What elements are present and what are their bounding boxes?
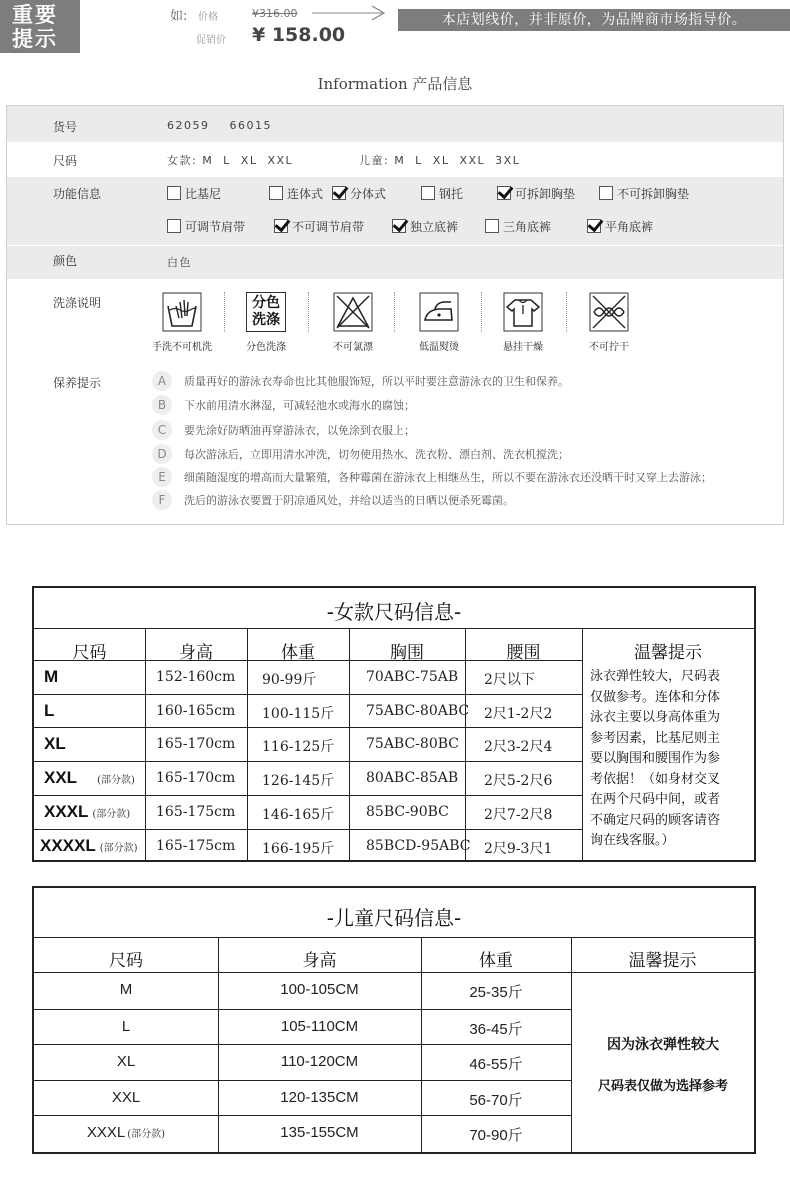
hand-wash-label: 手洗不可机洗 xyxy=(152,342,212,353)
women-size-note: (部分款) xyxy=(97,775,135,786)
table-line xyxy=(34,628,754,629)
women-size-note: (部分款) xyxy=(92,809,131,820)
women-size-cell xyxy=(44,802,130,822)
kids-size-cell xyxy=(34,1053,218,1070)
table-line xyxy=(34,1009,571,1010)
women-size-value: XXL xyxy=(44,768,78,787)
color-separate-icon-line-2: 洗涤 xyxy=(252,312,280,328)
table-line xyxy=(34,694,582,695)
table-line xyxy=(34,1080,571,1081)
item-no-label: 货号 xyxy=(53,120,78,134)
promo-price: ¥ 158.00 xyxy=(252,24,346,46)
kids-size-value: M xyxy=(119,981,133,998)
checkbox-checked-icon xyxy=(497,186,511,200)
checkbox-empty-icon xyxy=(167,219,181,233)
women-size-cell xyxy=(44,667,58,687)
kids-height-cell: 135-155CM xyxy=(280,1124,359,1141)
col-header-size: 尺码 xyxy=(72,643,107,663)
women-tip-line: 询在线客服。） xyxy=(590,833,675,848)
women-height-cell: 160-165cm xyxy=(156,703,236,719)
women-table-title: -女款尺码信息- xyxy=(326,600,462,624)
size-kids: 儿童: M L XL XXL 3XL xyxy=(359,154,521,167)
care-text: 要先涂好防晒油再穿游泳衣，以免涂到衣服上； xyxy=(184,424,415,437)
no-wring-icon xyxy=(589,292,629,332)
care-letter-badge: C xyxy=(152,420,172,440)
info-row-size xyxy=(7,142,783,177)
hand-wash-icon xyxy=(162,292,202,332)
no-wring-label: 不可拧干 xyxy=(589,342,629,353)
function-option[interactable] xyxy=(392,218,458,235)
checkbox-checked-icon xyxy=(332,186,346,200)
women-size-value: XL xyxy=(44,734,66,753)
women-tip-line: 仅做参考。连体和分体 xyxy=(590,689,721,705)
women-weight-cell: 90-99斤 xyxy=(262,672,317,688)
women-size-cell xyxy=(44,768,135,788)
kids-tip-line-1: 因为泳衣弹性较大 xyxy=(607,1037,719,1053)
hang-dry-label: 悬挂干燥 xyxy=(503,342,543,353)
function-option-label: 连体式 xyxy=(287,187,324,201)
hang-dry-icon xyxy=(503,292,543,332)
section-title: Information 产品信息 xyxy=(317,75,473,93)
table-line xyxy=(34,761,582,762)
women-size-value: XXXXL xyxy=(40,836,96,855)
care-text: 洗后的游泳衣要置于阴凉通风处，并给以适当的日晒以便杀死霉菌。 xyxy=(184,494,514,507)
size-women: 女款: M L XL XXL xyxy=(167,154,294,167)
kids-size-value: L xyxy=(121,1018,131,1035)
color-separate-icon-line-1: 分色 xyxy=(252,295,280,311)
badge-line-1: 重要 xyxy=(12,3,58,27)
color-value: 白色 xyxy=(167,256,192,269)
women-waist-cell: 2尺7-2尺8 xyxy=(484,807,553,823)
women-height-cell: 165-170cm xyxy=(156,770,236,786)
women-bust-cell: 85BCD-95ABC xyxy=(366,838,471,854)
function-label: 功能信息 xyxy=(53,187,102,201)
kids-weight-cell: 25-35斤 xyxy=(469,984,523,1001)
women-height-cell: 165-170cm xyxy=(156,736,236,752)
kids-size-value: XL xyxy=(116,1053,136,1070)
women-size-value: XXXL xyxy=(44,802,89,821)
kids-size-table xyxy=(32,886,756,1154)
function-option[interactable] xyxy=(421,185,463,202)
checkbox-empty-icon xyxy=(167,186,181,200)
function-option[interactable] xyxy=(599,185,689,202)
care-letter-badge: D xyxy=(152,444,172,464)
function-option-label: 可拆卸胸垫 xyxy=(515,187,576,201)
kids-col-header-tip: 温馨提示 xyxy=(628,951,697,971)
care-letter-badge: E xyxy=(152,467,172,487)
women-bust-cell: 75ABC-80BC xyxy=(366,736,459,752)
kids-size-cell xyxy=(34,981,218,998)
product-info-table xyxy=(6,105,784,525)
kids-col-header-height: 身高 xyxy=(302,951,337,971)
wash-separator xyxy=(394,292,395,332)
women-height-cell: 152-160cm xyxy=(156,669,236,685)
original-price: ¥316.00 xyxy=(252,7,298,20)
function-option[interactable] xyxy=(587,218,653,235)
women-weight-cell: 166-195斤 xyxy=(262,841,335,857)
women-bust-cell: 85BC-90BC xyxy=(366,804,449,820)
women-waist-cell: 2尺9-3尺1 xyxy=(484,841,553,857)
checkbox-checked-icon xyxy=(392,219,406,233)
col-header-waist: 腰围 xyxy=(506,643,541,663)
price-label: 价格 xyxy=(198,12,218,23)
function-option[interactable] xyxy=(332,185,386,202)
kids-weight-cell: 56-70斤 xyxy=(469,1092,523,1109)
function-option-label: 平角底裤 xyxy=(605,220,654,234)
function-option[interactable] xyxy=(269,185,323,202)
women-bust-cell: 80ABC-85AB xyxy=(366,770,459,786)
women-size-value: L xyxy=(44,701,55,720)
kids-size-value: XXXL xyxy=(86,1124,126,1141)
price-notice-bar: 本店划线价，并非原价，为品牌商市场指导价。 xyxy=(398,9,790,31)
table-line xyxy=(34,1115,571,1116)
women-size-cell xyxy=(40,836,138,856)
checkbox-empty-icon xyxy=(599,186,613,200)
women-weight-cell: 100-115斤 xyxy=(262,706,335,722)
checkbox-checked-icon xyxy=(587,219,601,233)
function-option[interactable] xyxy=(485,218,551,235)
item-no-value: 62059 66015 xyxy=(167,119,272,132)
col-header-weight: 体重 xyxy=(281,643,315,663)
women-tip-line: 参考因素，比基尼则主 xyxy=(590,730,721,746)
info-row-function xyxy=(7,177,783,245)
wash-separator xyxy=(566,292,567,332)
size-label: 尺码 xyxy=(53,154,78,168)
kids-col-header-size: 尺码 xyxy=(109,951,143,971)
kids-size-value: XXL xyxy=(111,1089,141,1106)
checkbox-checked-icon xyxy=(274,219,288,233)
no-bleach-label: 不可氯漂 xyxy=(333,342,373,353)
care-letter-badge: A xyxy=(152,371,172,391)
women-bust-cell: 75ABC-80ABC xyxy=(366,703,470,719)
kids-tip-line-2: 尺码表仅做为选择参考 xyxy=(597,1079,728,1094)
women-tip-line: 不确定尺码的顾客请咨 xyxy=(590,812,721,828)
women-size-note: (部分款) xyxy=(99,843,138,854)
women-waist-cell: 2尺5-2尺6 xyxy=(484,773,553,789)
table-line xyxy=(34,829,582,830)
function-option[interactable] xyxy=(167,185,221,202)
promo-price-label: 促销价 xyxy=(196,35,226,46)
important-notice-badge xyxy=(0,0,80,53)
checkbox-empty-icon xyxy=(269,186,283,200)
function-option-label: 可调节肩带 xyxy=(185,220,246,234)
kids-height-cell: 100-105CM xyxy=(280,981,359,998)
wash-separator xyxy=(224,292,225,332)
women-tip-line: 泳衣主要以身高体重为 xyxy=(590,710,721,725)
women-size-table xyxy=(32,586,756,862)
low-iron-label: 低温熨烫 xyxy=(419,342,459,353)
care-letter-badge: B xyxy=(152,395,172,415)
women-size-cell xyxy=(44,734,66,754)
wash-separator xyxy=(481,292,482,332)
color-label: 颜色 xyxy=(53,254,78,268)
info-row-color xyxy=(7,245,783,279)
function-option-label: 独立底裤 xyxy=(410,220,459,234)
women-weight-cell: 116-125斤 xyxy=(262,739,335,755)
checkbox-empty-icon xyxy=(485,219,499,233)
color-separate-icon xyxy=(246,292,286,332)
function-option-label: 三角底裤 xyxy=(503,220,552,234)
function-option-label: 钢托 xyxy=(439,187,464,201)
care-text: 下水前用清水淋湿，可减轻池水或海水的腐蚀； xyxy=(184,399,415,412)
color-separate-label: 分色洗涤 xyxy=(246,342,286,353)
function-option[interactable] xyxy=(274,218,364,235)
care-text: 质量再好的游泳衣寿命也比其他服饰短，所以平时要注意游泳衣的卫生和保养。 xyxy=(184,375,569,388)
table-line xyxy=(34,972,754,973)
women-weight-cell: 146-165斤 xyxy=(262,807,335,823)
wash-separator xyxy=(308,292,309,332)
kids-height-cell: 120-135CM xyxy=(280,1089,359,1106)
women-size-value: M xyxy=(44,667,59,686)
info-row-item-no xyxy=(7,106,783,142)
women-tip-line: 要以胸围和腰围作为参 xyxy=(590,751,721,766)
col-header-height: 身高 xyxy=(179,643,213,663)
kids-table-title: -儿童尺码信息- xyxy=(326,906,462,930)
kids-height-cell: 110-120CM xyxy=(280,1053,359,1070)
kids-size-cell xyxy=(34,1124,218,1141)
function-option-label: 分体式 xyxy=(350,187,387,201)
care-letter-badge: F xyxy=(152,490,172,510)
arrow-right-icon xyxy=(312,4,388,22)
kids-weight-cell: 36-45斤 xyxy=(469,1021,523,1038)
badge-line-2: 提示 xyxy=(12,27,58,51)
table-line xyxy=(34,937,754,938)
women-bust-cell: 70ABC-75AB xyxy=(366,669,459,685)
wash-label: 洗涤说明 xyxy=(53,296,102,310)
women-waist-cell: 2尺以下 xyxy=(484,672,535,688)
women-waist-cell: 2尺3-2尺4 xyxy=(484,739,553,755)
kids-weight-cell: 46-55斤 xyxy=(469,1056,523,1073)
kids-height-cell: 105-110CM xyxy=(280,1018,359,1035)
kids-weight-cell: 70-90斤 xyxy=(469,1127,523,1144)
table-line xyxy=(34,1044,571,1045)
women-height-cell: 165-175cm xyxy=(156,838,236,854)
kids-size-cell xyxy=(34,1018,218,1035)
women-tip-line: 在两个尺码中间，或者 xyxy=(590,792,721,807)
women-weight-cell: 126-145斤 xyxy=(262,773,335,789)
women-height-cell: 165-175cm xyxy=(156,804,236,820)
function-option-label: 不可拆卸胸垫 xyxy=(617,187,690,201)
function-option-label: 不可调节肩带 xyxy=(292,220,365,234)
function-option-label: 比基尼 xyxy=(185,187,222,201)
table-line xyxy=(34,795,582,796)
care-label: 保养提示 xyxy=(53,376,102,390)
example-label: 如: xyxy=(170,9,188,24)
checkbox-empty-icon xyxy=(421,186,435,200)
women-size-cell xyxy=(44,701,54,721)
care-text: 细菌随湿度的增高而大量繁殖，各种霉菌在游泳衣上相继丛生，所以不要在游泳衣还没晒干时又穿上去游泳； xyxy=(184,471,712,484)
women-tip-line: 泳衣弹性较大，尺码表 xyxy=(590,669,721,684)
low-iron-icon xyxy=(419,292,459,332)
women-tip-line: 考依据！（如身材交叉 xyxy=(590,771,721,787)
function-option[interactable] xyxy=(497,185,575,202)
function-option[interactable] xyxy=(167,218,245,235)
kids-size-note: (部分款) xyxy=(127,1129,166,1140)
women-waist-cell: 2尺1-2尺2 xyxy=(484,706,553,722)
col-header-bust: 胸围 xyxy=(390,643,424,663)
table-line xyxy=(34,727,582,728)
no-bleach-icon xyxy=(333,292,373,332)
col-header-tip: 温馨提示 xyxy=(634,643,702,663)
kids-col-header-weight: 体重 xyxy=(479,951,513,971)
kids-size-cell xyxy=(34,1089,218,1106)
care-text: 每次游泳后，立即用清水冲洗，切勿使用热水、洗衣粉、漂白剂、洗衣机搅洗； xyxy=(184,448,569,461)
